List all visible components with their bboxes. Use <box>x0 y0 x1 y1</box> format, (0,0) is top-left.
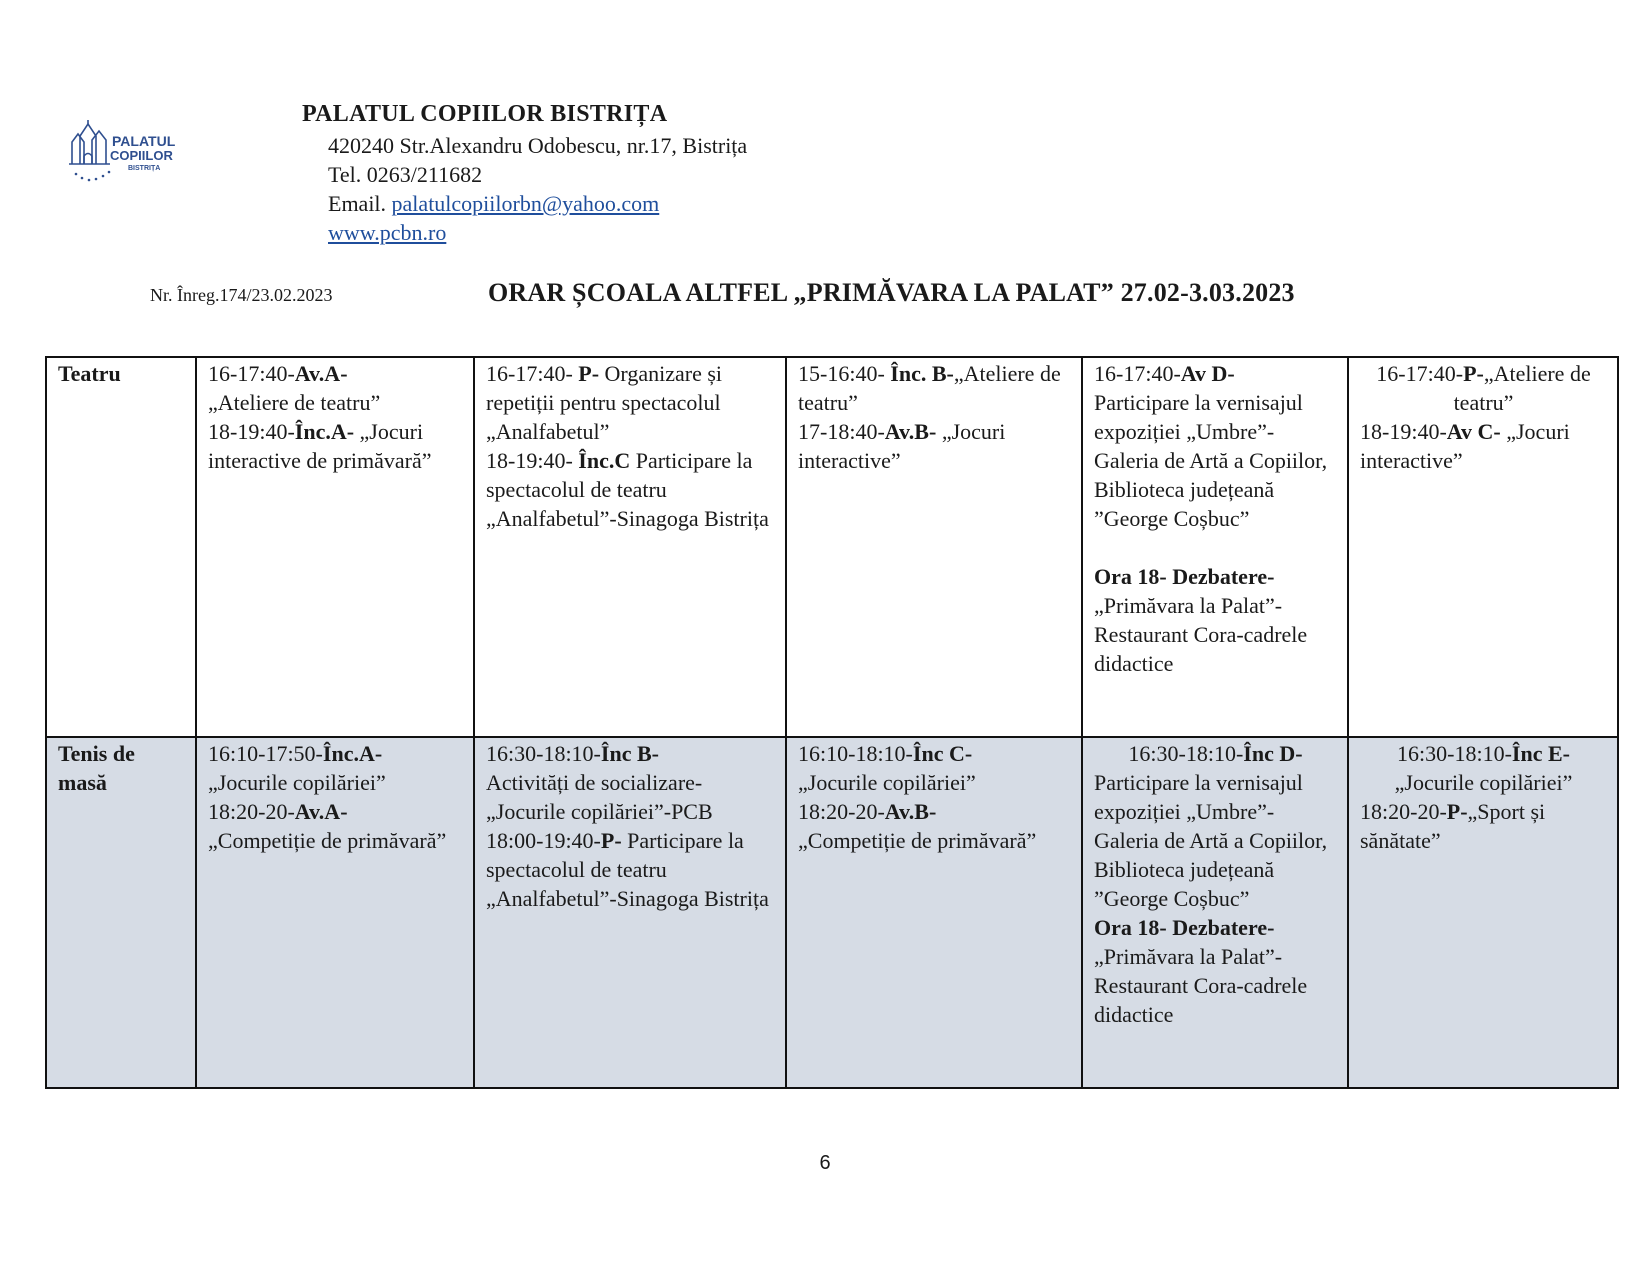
time-slot: 16-17:40- <box>208 361 295 386</box>
schedule-cell <box>786 357 1082 737</box>
schedule-cell <box>474 737 786 1088</box>
activity-text: Participare la vernisajul expoziției „Umbre”- Galeria de Artă a Copiilor, Biblioteca județeană ”George Coșbuc” <box>1094 770 1328 911</box>
group-code: P- <box>1446 799 1468 824</box>
schedule-cell <box>786 737 1082 1088</box>
time-slot: 16-17:40- <box>486 361 579 386</box>
activity-text: „Sport și sănătate” <box>1360 799 1546 853</box>
time-slot: 18:20-20- <box>1360 799 1447 824</box>
time-slot: 15-16:40- <box>798 361 891 386</box>
activity-text: „Primăvara la Palat”-Restaurant Cora-cadrele didactice <box>1094 593 1308 676</box>
email-link[interactable]: palatulcopiilorbn@yahoo.com <box>391 191 660 216</box>
group-code: Av.B- <box>884 419 937 444</box>
logo-line-1: PALATUL <box>112 133 176 149</box>
organization-name: PALATUL COPIILOR BISTRIȚA <box>302 101 668 127</box>
time-slot: 16:10-18:10- <box>798 741 913 766</box>
table-row-tenis <box>46 737 1618 1088</box>
schedule-cell <box>196 357 474 737</box>
time-slot: 18-19:40- <box>208 419 295 444</box>
time-slot: 18-19:40- <box>486 448 579 473</box>
schedule-cell <box>196 737 474 1088</box>
activity-text: „Ateliere de teatru” <box>798 361 1061 415</box>
group-code: Înc D- <box>1243 741 1303 766</box>
group-code: Înc B- <box>600 741 659 766</box>
event-heading: Ora 18- Dezbatere- <box>1094 915 1275 940</box>
table-row-teatru <box>46 357 1618 737</box>
time-slot: 16-17:40- <box>1094 361 1181 386</box>
organization-email-line <box>302 189 747 218</box>
activity-text: Participare la spectacolul de teatru „Analfabetul”-Sinagoga Bistrița <box>486 448 769 531</box>
group-code: P- <box>600 828 622 853</box>
activity-text: „Competiție de primăvară” <box>798 828 1037 853</box>
group-code: Av.B- <box>884 799 937 824</box>
activity-text: „Jocurile copilăriei” <box>798 770 976 795</box>
group-code: P- <box>1463 361 1484 386</box>
category-cell: Tenis de masă <box>46 737 196 1088</box>
organization-header <box>302 101 747 247</box>
schedule-cell <box>1348 357 1618 737</box>
group-code: Înc.C <box>578 448 631 473</box>
registration-number: Nr. Înreg.174/23.02.2023 <box>150 285 333 305</box>
logo-line-2: COPIILOR <box>110 148 173 163</box>
activity-text: „Primăvara la Palat”-Restaurant Cora-cadrele didactice <box>1094 944 1308 1027</box>
email-label: Email. <box>328 191 392 216</box>
group-code: Av.A- <box>294 799 348 824</box>
activity-text: „Jocurile copilăriei” <box>208 770 386 795</box>
activity-text: „Competiție de primăvară” <box>208 828 447 853</box>
organization-phone: Tel. 0263/211682 <box>328 162 483 187</box>
time-slot: 16:30-18:10- <box>486 741 601 766</box>
group-code: Înc. B- <box>890 361 954 386</box>
schedule-table <box>45 356 1619 1089</box>
group-code: Înc E- <box>1511 741 1570 766</box>
schedule-cell <box>474 357 786 737</box>
website-link[interactable]: www.pcbn.ro <box>328 220 447 245</box>
group-code: Av.A- <box>294 361 348 386</box>
group-code: Înc.A- <box>322 741 383 766</box>
time-slot: 18:00-19:40- <box>486 828 601 853</box>
activity-text: „Jocuri interactive” <box>1360 419 1570 473</box>
group-code: Înc C- <box>912 741 973 766</box>
schedule-cell <box>1082 737 1348 1088</box>
time-slot: 16:30-18:10- <box>1397 741 1512 766</box>
activity-text: „Jocuri interactive de primăvară” <box>208 419 432 473</box>
activity-text: „Jocurile copilăriei” <box>1394 770 1573 795</box>
website-line <box>302 218 747 247</box>
activity-text: Organizare și repetiții pentru spectacolul „Analfabetul” <box>486 361 723 444</box>
activity-text: „Jocuri interactive” <box>798 419 1006 473</box>
category-cell: Teatru <box>46 357 196 737</box>
time-slot: 16:10-17:50- <box>208 741 323 766</box>
schedule-cell <box>1348 737 1618 1088</box>
document-title: ORAR ȘCOALA ALTFEL „PRIMĂVARA LA PALAT” 27.02-3.03.2023 <box>488 278 1295 307</box>
event-heading: Ora 18- Dezbatere- <box>1094 564 1275 589</box>
organization-address: 420240 Str.Alexandru Odobescu, nr.17, Bistrița <box>328 133 748 158</box>
activity-text: „Ateliere de teatru” <box>1453 361 1591 415</box>
activity-text: „Ateliere de teatru” <box>208 390 381 415</box>
logo-line-3: BISTRIȚA <box>128 165 161 172</box>
time-slot: 17-18:40- <box>798 419 885 444</box>
activity-text: Activități de socializare-„Jocurile copilăriei”-PCB <box>486 770 713 824</box>
group-code: Înc.A- <box>294 419 355 444</box>
time-slot: 18:20-20- <box>208 799 295 824</box>
group-code: Av D- <box>1180 361 1235 386</box>
palatul-copiilor-logo <box>66 118 191 188</box>
group-code: P- <box>578 361 600 386</box>
activity-text: Participare la vernisajul expoziției „Umbre”- Galeria de Artă a Copiilor, Biblioteca județeană ”George Coșbuc” <box>1094 390 1328 531</box>
page-number: 6 <box>819 1152 831 1174</box>
time-slot: 18-19:40- <box>1360 419 1447 444</box>
time-slot: 18:20-20- <box>798 799 885 824</box>
time-slot: 16-17:40- <box>1376 361 1464 386</box>
schedule-cell <box>1082 357 1348 737</box>
group-code: Av C- <box>1446 419 1501 444</box>
activity-text: Participare la spectacolul de teatru „Analfabetul”-Sinagoga Bistrița <box>486 828 769 911</box>
time-slot: 16:30-18:10- <box>1128 741 1244 766</box>
